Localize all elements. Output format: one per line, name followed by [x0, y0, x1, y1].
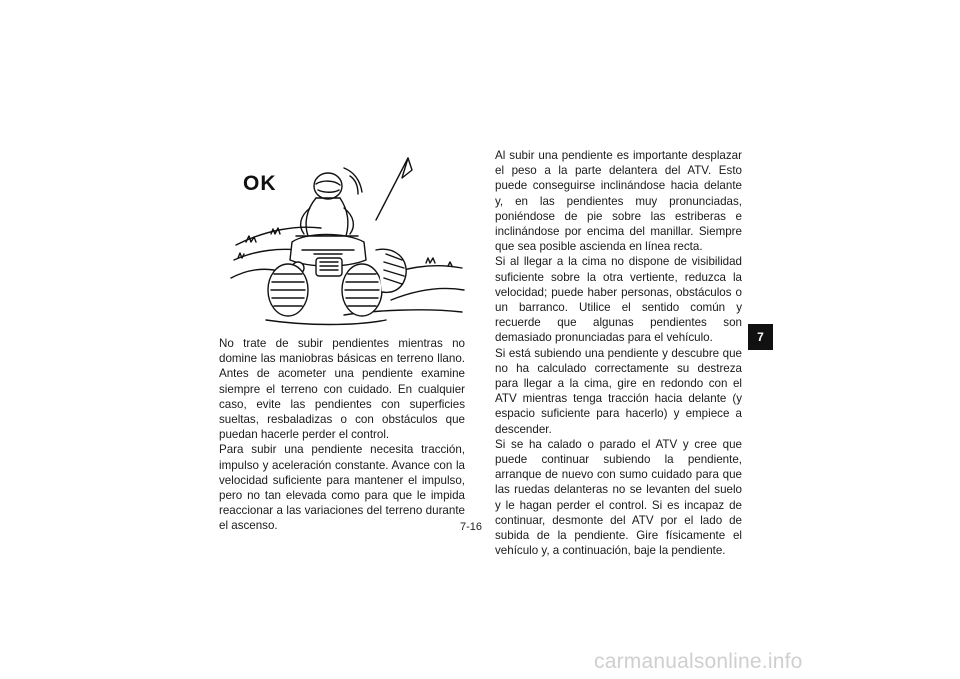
paragraph: Si está subiendo una pendiente y descubre que no ha calculado correctamente su destreza para llegar a la cima, gire en redondo con el ATV mientras tenga tracción hacia delante (y espacio suficiente para hacerlo) y empiece a descender.: [495, 346, 742, 436]
right-column: [495, 148, 742, 558]
paragraph: Al subir una pendiente es importante desplazar el peso a la parte delantera del ATV. Esto puede conseguirse inclinándose hacia delante y, en las pendientes muy pronunciadas, poniéndose de pie sobre las estriberas e inclinándose por encima del manillar. Siempre que sea posible ascienda en línea recta.: [495, 149, 742, 254]
page-number: 7-16: [460, 521, 483, 533]
ok-label: OK: [243, 172, 277, 195]
watermark: carmanualsonline.info: [594, 650, 803, 673]
left-column: [219, 336, 465, 534]
paragraph: Para subir una pendiente necesita tracción, impulso y aceleración constante. Avance con la velocidad suficiente para mantener el impulso, pero no tan elevada como para que le impida reaccionar a las variaciones del terreno durante el ascenso.: [219, 443, 465, 533]
paragraph: No trate de subir pendientes mientras no domine las maniobras básicas en terreno llano. Antes de acometer una pendiente examine siempre el terreno con cuidado. En cualquier caso, evite las pendientes con superficies sueltas, resbaladizas o con obstáculos que puedan hacerle perder el control.: [219, 337, 465, 442]
paragraph: Si al llegar a la cima no dispone de visibilidad suficiente sobre la otra vertiente, reduzca la velocidad; puede haber personas, obstáculos o un barranco. Utilice el sentido común y recuerde que algunas pendientes son demasiado pronunciadas para el vehículo.: [495, 255, 742, 345]
paragraph: Si se ha calado o parado el ATV y cree que puede continuar subiendo la pendiente, arranque de nuevo con sumo cuidado para que las ruedas delanteras no se levanten del suelo y le hagan perder el control. Si es incapaz de continuar, desmonte del ATV por el lado de subida de la pendiente. Gire físicamente el vehículo y, a continuación, baje la pendiente.: [495, 437, 742, 558]
chapter-tab: 7: [748, 324, 773, 350]
